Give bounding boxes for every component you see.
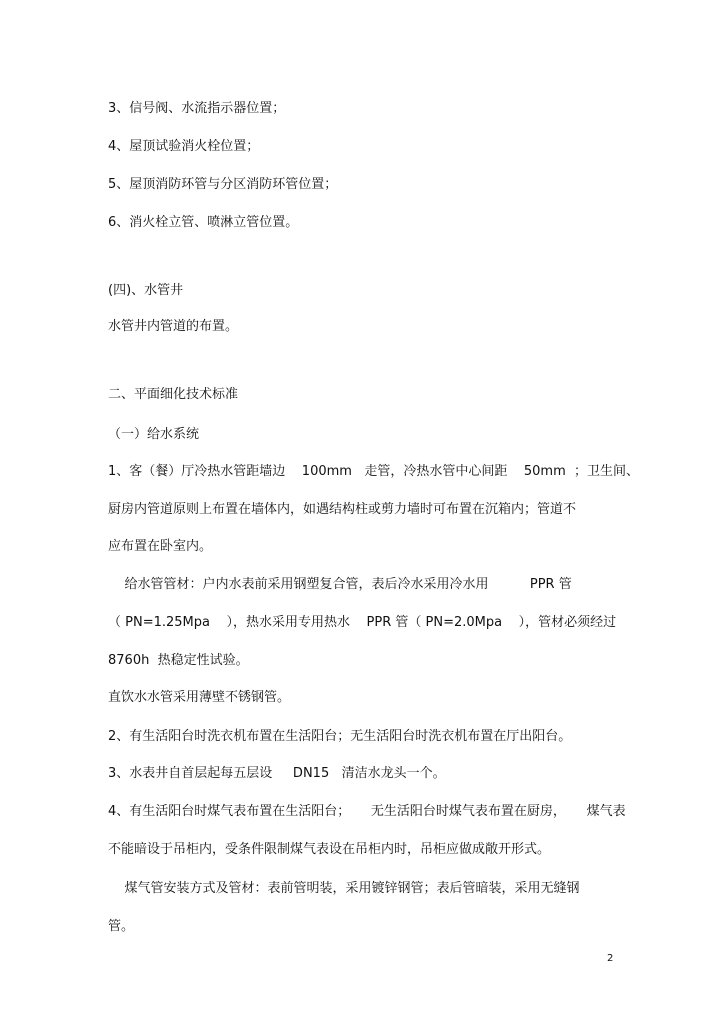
section-heading: (四)、水管井 (108, 283, 184, 298)
page-number: 2 (607, 953, 614, 964)
subsection-heading: （一）给水系统 (108, 427, 200, 442)
text-line: 给水管管材：户内水表前采用钢塑复合管，表后冷水采用冷水用 PPR 管 (108, 577, 572, 592)
text-line: 水管井内管道的布置。 (108, 319, 239, 334)
text-line: 5、屋顶消防环管与分区消防环管位置； (108, 177, 338, 192)
text-line: 厨房内管道原则上布置在墙体内，如遇结构柱或剪力墙时可布置在沉箱内；管道不 (108, 502, 577, 517)
text-line: 4、屋顶试验消火栓位置； (108, 139, 260, 154)
text-line: 直饮水水管采用薄壁不锈钢管。 (108, 690, 291, 705)
text-line: 煤气管安装方式及管材：表前管明装，采用镀锌钢管；表后管暗装，采用无缝钢 (108, 881, 580, 896)
text-line: 管。 (108, 919, 135, 934)
text-line: 2、有生活阳台时洗衣机布置在生活阳台；无生活阳台时洗衣机布置在厅出阳台。 (108, 729, 572, 744)
text-line: 应布置在卧室内。 (108, 539, 213, 554)
section-heading: 二、平面细化技术标准 (108, 387, 239, 402)
text-line: 1、客（餐）厅冷热水管距墙边 100mm 走管，冷热水管中心间距 50mm ；卫生间、 (108, 464, 640, 479)
text-line: （ PN=1.25Mpa ），热水采用专用热水 PPR 管（ PN=2.0Mpa ），管材必须经过 (108, 615, 617, 630)
text-line: 3、信号阀、水流指示器位置； (108, 101, 286, 116)
text-line: 4、有生活阳台时煤气表布置在生活阳台； 无生活阳台时煤气表布置在厨房， 煤气表 (108, 804, 626, 819)
text-line: 6、消火栓立管、喷淋立管位置。 (108, 215, 299, 230)
text-line: 不能暗设于吊柜内，受条件限制煤气表设在吊柜内时，吊柜应做成敞开形式。 (108, 842, 551, 857)
text-line: 8760h 热稳定性试验。 (108, 653, 249, 668)
text-line: 3、水表井自首层起每五层设 DN15 清洁水龙头一个。 (108, 766, 446, 781)
